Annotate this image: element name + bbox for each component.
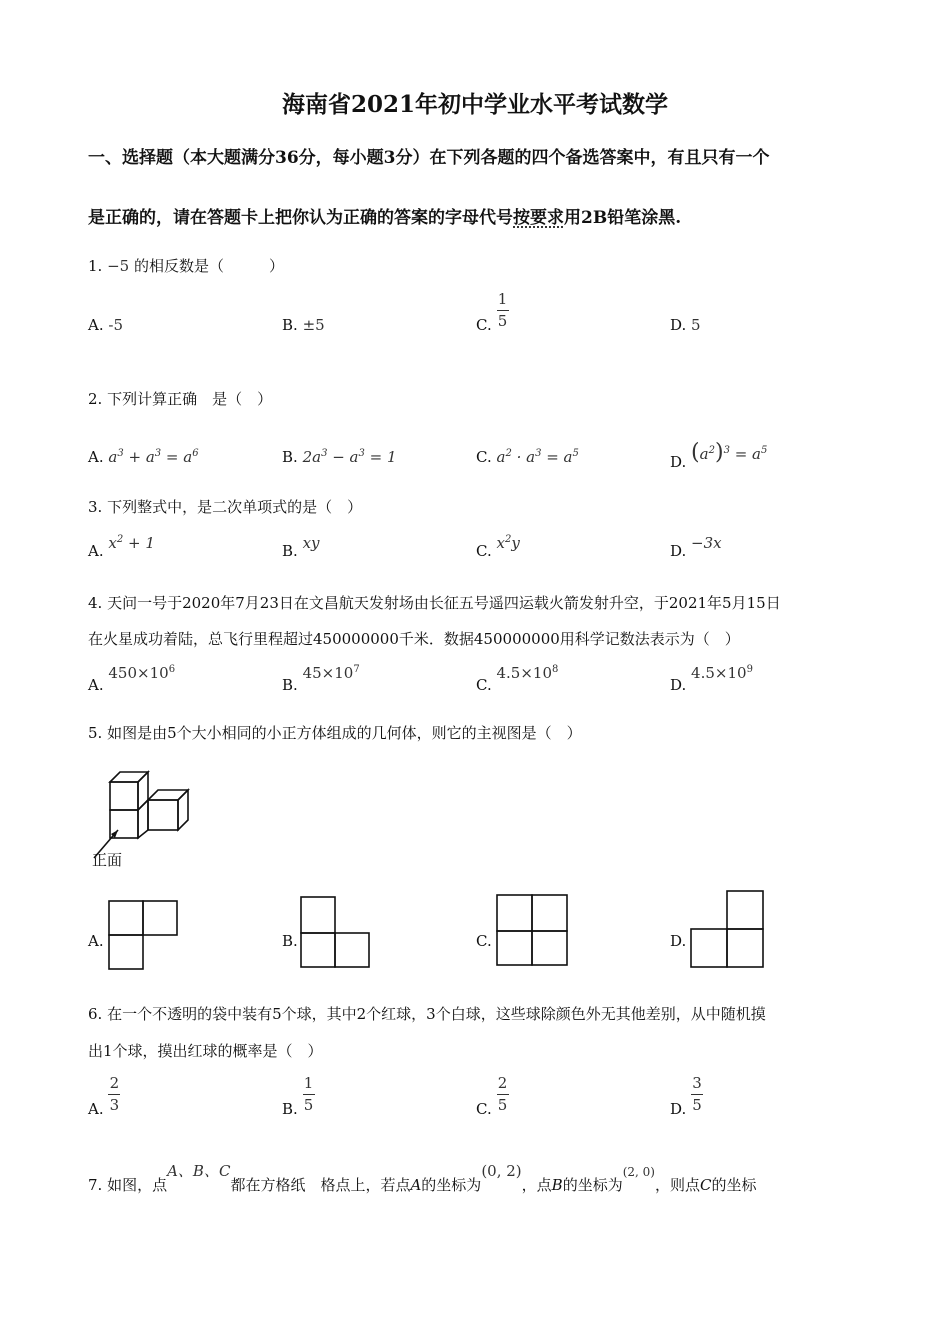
q7-coord-b: (2, 0)	[622, 1165, 655, 1179]
q6-option-a: A. $\frac{2}{3}$	[88, 1074, 120, 1118]
instructions-emphasis: 按要求	[513, 208, 564, 228]
question-1-stem	[88, 255, 284, 276]
q1-text: 的相反数是（ ）	[134, 257, 285, 275]
section-instructions-line2	[88, 203, 681, 228]
question-6-line1: 6. 在一个不透明的袋中装有5个球，其中2个红球，3个白球，这些球除颜色外无其他差别，从中随机摸	[88, 1005, 766, 1023]
q2-option-d: D. $(a^2)^3 = a^5$	[670, 440, 768, 471]
q2-option-c: C. $a^2 \cdot a^3 = a^5$	[476, 448, 579, 466]
q4-option-a: A. $450\times 10^6$	[88, 664, 176, 694]
section-instructions-line1: 一、选择题（本大题满分36分，每小题3分）在下列各题的四个备选答案中，有且只有一个	[88, 148, 770, 168]
q1-option-a: A. -5	[88, 316, 124, 334]
question-6-line2: 出1个球，摸出红球的概率是（ ）	[88, 1042, 323, 1060]
q1-option-b: B. ±5	[282, 316, 325, 334]
q1-number: 1.	[88, 257, 103, 275]
q5-option-b-figure	[300, 896, 374, 970]
q3-option-b: B. xy	[282, 534, 320, 560]
q1-option-d: D. 5	[670, 316, 701, 334]
q5-option-b-label: B.	[282, 932, 298, 950]
q6-option-c: C. $\frac{2}{5}$	[476, 1074, 508, 1118]
q3-option-d: D. −3x	[670, 534, 722, 560]
q7-coord-a: (0, 2)	[481, 1162, 522, 1180]
q5-option-a-label: A.	[88, 932, 104, 950]
question-4-line1: 4. 天问一号于2020年7月23日在文昌航天发射场由长征五号遥四运载火箭发射升空，于2021年5月15日	[88, 594, 781, 612]
question-7-stem: 7. 如图，点A、B、C都在方格纸 格点上，若点A的坐标为(0, 2)，点B的坐标为(2, 0)，则点C的坐标	[88, 1162, 757, 1194]
q5-option-c-figure	[496, 894, 570, 968]
front-view-label: 正面	[92, 851, 123, 869]
q5-option-d-figure	[690, 890, 768, 970]
q3-option-c: C. $x^2y$	[476, 534, 520, 560]
question-3-stem: 3. 下列整式中，是二次单项式的是（ ）	[88, 498, 363, 516]
q4-option-b: B. $45\times 10^7$	[282, 664, 360, 694]
q2-option-a: A. $a^3 + a^3 = a^6$	[88, 448, 199, 466]
q2-option-b: B. $2a^3 - a^3 = 1$	[282, 448, 397, 466]
question-5-stem: 5. 如图是由5个大小相同的小正方体组成的几何体，则它的主视图是（ ）	[88, 724, 582, 742]
q7-points: A、B、C	[167, 1162, 231, 1180]
q5-option-d-label: D.	[670, 932, 687, 950]
q4-option-d: D. $4.5\times 10^9$	[670, 664, 753, 694]
fraction: $\frac{1}{5}$	[497, 290, 508, 330]
q1-option-c: C. $\frac{1}{5}$	[476, 290, 508, 334]
q4-option-c: C. $4.5\times 10^8$	[476, 664, 559, 694]
page-title: 海南省2021年初中学业水平考试数学	[281, 91, 668, 118]
instructions-text-b: 用2B铅笔涂黑.	[564, 208, 682, 228]
q6-option-b: B. $\frac{1}{5}$	[282, 1074, 314, 1118]
q5-option-a-figure	[108, 900, 180, 972]
instructions-text-a: 是正确的，请在答题卡上把你认为正确的答案的字母代号	[88, 208, 513, 228]
q3-option-a: A. $x^2 + 1$	[88, 534, 155, 560]
question-2-stem: 2. 下列计算正确 是（ ）	[88, 390, 273, 408]
q1-expression: −5	[107, 257, 130, 275]
question-4-line2: 在火星成功着陆，总飞行里程超过450000000千米．数据450000000用科学记数法表示为（ ）	[88, 630, 740, 648]
q6-option-d: D. $\frac{3}{5}$	[670, 1074, 702, 1118]
q5-option-c-label: C.	[476, 932, 492, 950]
